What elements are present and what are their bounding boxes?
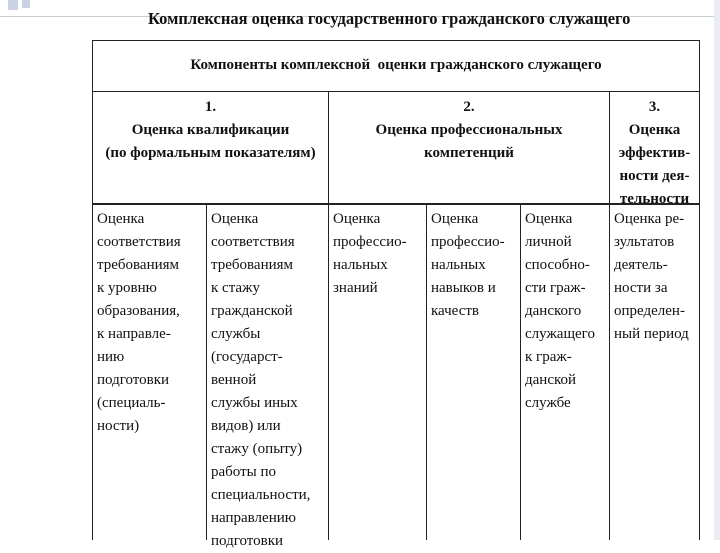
cell-skills xyxy=(431,208,505,323)
table-col-line-1 xyxy=(206,204,207,540)
cell-aptitude xyxy=(525,208,595,415)
group-1-number: 1. xyxy=(204,99,217,115)
group-3-title: Оценка эффектив- ности дея- тельности xyxy=(618,122,691,207)
cell-knowledge xyxy=(333,208,407,300)
cell-experience xyxy=(211,208,310,553)
page-title: Комплексная оценка государственного гражданского служащего xyxy=(148,9,631,28)
group-2-number: 2. xyxy=(463,99,475,115)
table-border-right xyxy=(699,40,700,540)
table-col-line-4 xyxy=(520,204,521,540)
group-3-header xyxy=(610,96,699,211)
cell-performance-text: Оценка ре- зультатов деятель- ности за определен- ный период xyxy=(614,211,689,342)
group-1-title: Оценка квалификации (по формальным показателям) xyxy=(105,122,316,161)
group-2-title: Оценка профессиональных компетенций xyxy=(375,122,563,161)
cell-skills-text: Оценка профессио- нальных навыков и качеств xyxy=(431,211,505,319)
table-header: Компоненты комплексной оценки гражданского служащего xyxy=(190,57,602,73)
cell-aptitude-text: Оценка личной способно- сти граж- данского служащего к граж- данской службе xyxy=(525,211,595,411)
cell-education xyxy=(97,208,181,438)
group-1-header xyxy=(93,96,328,165)
table-col-line-3 xyxy=(426,204,427,540)
cell-experience-text: Оценка соответствия требованиям к стажу гражданской службы (государст- венной службы иных видов) или стажу (опыту) работы по специальности, направлению подготовки xyxy=(211,211,311,549)
decor-right-strip xyxy=(714,0,720,540)
decor-square-1 xyxy=(8,0,18,10)
table-border-top xyxy=(92,40,700,41)
group-3-number: 3. xyxy=(648,99,661,115)
cell-knowledge-text: Оценка профессио- нальных знаний xyxy=(333,211,407,296)
cell-performance xyxy=(614,208,689,346)
decor-square-2 xyxy=(22,0,30,8)
cell-education-text: Оценка соответствия требованиям к уровню образования, к направле- нию подготовки (специаль- ности) xyxy=(97,211,181,434)
group-2-header xyxy=(329,96,609,165)
